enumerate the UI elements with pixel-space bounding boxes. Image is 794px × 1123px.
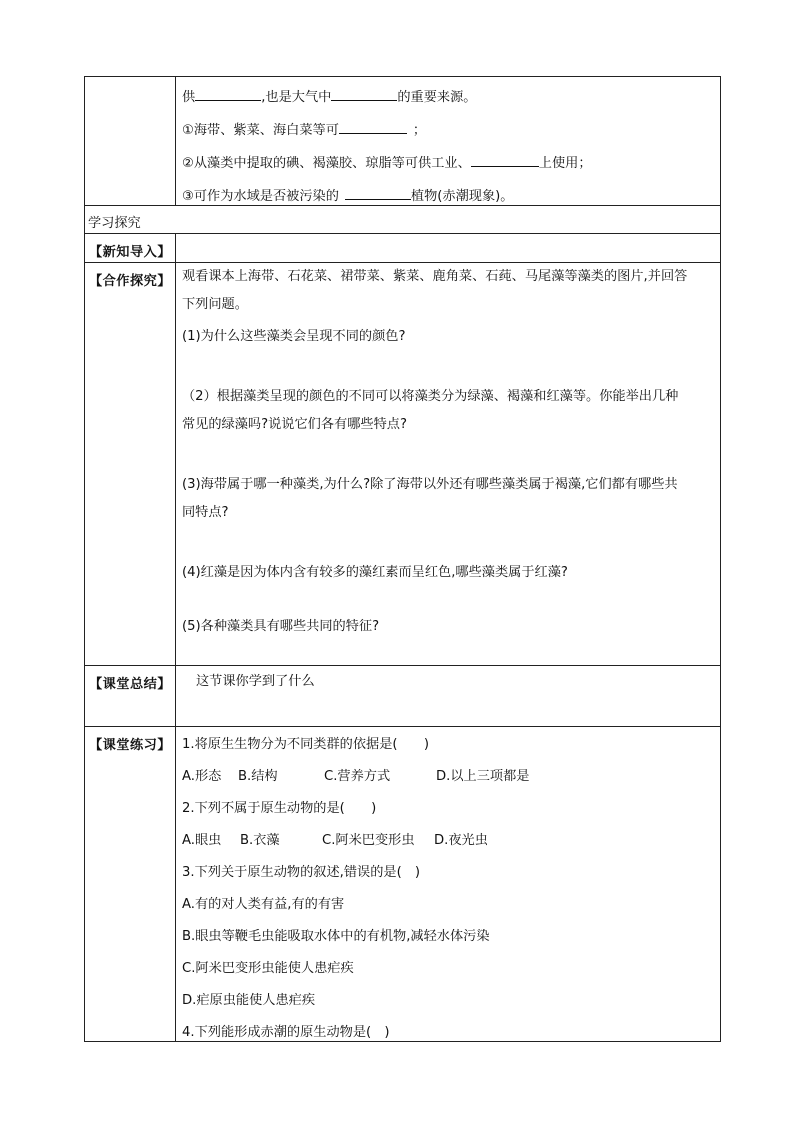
table-row [85,206,721,234]
question-text: 1.将原生生物分为不同类群的依据是( ) [182,737,430,752]
question-text: 3.下列关于原生动物的叙述,错误的是( ) [182,865,421,880]
option-text: A.有的对人类有益,有的有害 [182,897,345,912]
fill-blank[interactable] [331,87,397,101]
empty-label-cell [85,77,176,206]
practice-content [176,727,721,1042]
intro-content [176,234,721,263]
question-text: (5)各种藻类具有哪些共同的特征? [182,619,380,634]
list-item: 供 ,也是大气中 的重要来源。 [182,87,716,106]
table-row [85,666,721,727]
question-text: (3)海带属于哪一种藻类,为什么?除了海带以外还有哪些藻类属于褐藻,它们都有哪些共 [182,477,678,492]
list-item: ③可作为水域是否被污染的 植物(赤潮现象)。 [182,186,716,205]
worksheet-table [84,76,721,1042]
options-row: A.形态 B.结构 C.营养方式 D.以上三项都是 [182,769,530,784]
intro-label: 【新知导入】 [85,234,176,263]
table-row [85,234,721,263]
question-text: 常见的绿藻吗?说说它们各有哪些特点? [182,417,407,432]
summary-content [176,666,721,727]
question-text: (4)红藻是因为体内含有较多的藻红素而呈红色,哪些藻类属于红藻? [182,565,568,580]
summary-label: 【课堂总结】 [85,666,176,727]
question-text: 观看课本上海带、石花菜、裙带菜、紫菜、鹿角菜、石莼、马尾藻等藻类的图片,并回答 [182,269,688,284]
content-cell [176,77,721,206]
explore-content [176,263,721,666]
question-text: 同特点? [182,505,229,520]
question-text: （2）根据藻类呈现的颜色的不同可以将藻类分为绿藻、褐藻和红藻等。你能举出几种 [182,389,679,404]
options-row: A.眼虫 B.衣藻 C.阿米巴变形虫 D.夜光虫 [182,833,488,848]
question-text: 下列问题。 [182,297,248,312]
option-text: C.阿米巴变形虫能使人患疟疾 [182,961,354,976]
question-text: 4.下列能形成赤潮的原生动物是( ) [182,1025,390,1040]
table-row [85,263,721,666]
list-item: ②从藻类中提取的碘、褐藻胶、琼脂等可供工业、 上使用； [182,153,716,172]
option-text: D.疟原虫能使人患疟疾 [182,993,316,1008]
question-text: 2.下列不属于原生动物的是( ) [182,801,377,816]
fill-blank[interactable] [345,186,411,200]
table-row [85,727,721,1042]
worksheet [84,76,721,1042]
option-text: B.眼虫等鞭毛虫能吸取水体中的有机物,减轻水体污染 [182,929,490,944]
fill-blank[interactable] [471,153,539,167]
table-row [85,77,721,206]
list-item: ①海带、紫菜、海白菜等可 ； [182,120,716,139]
explore-label: 【合作探究】 [85,263,176,666]
fill-blank[interactable] [195,87,261,101]
practice-label: 【课堂练习】 [85,727,176,1042]
summary-text: 这节课你学到了什么 [196,674,315,689]
fill-blank[interactable] [339,120,407,134]
question-text: (1)为什么这些藻类会呈现不同的颜色? [182,329,406,344]
section-title: 学习探究 [85,206,721,234]
